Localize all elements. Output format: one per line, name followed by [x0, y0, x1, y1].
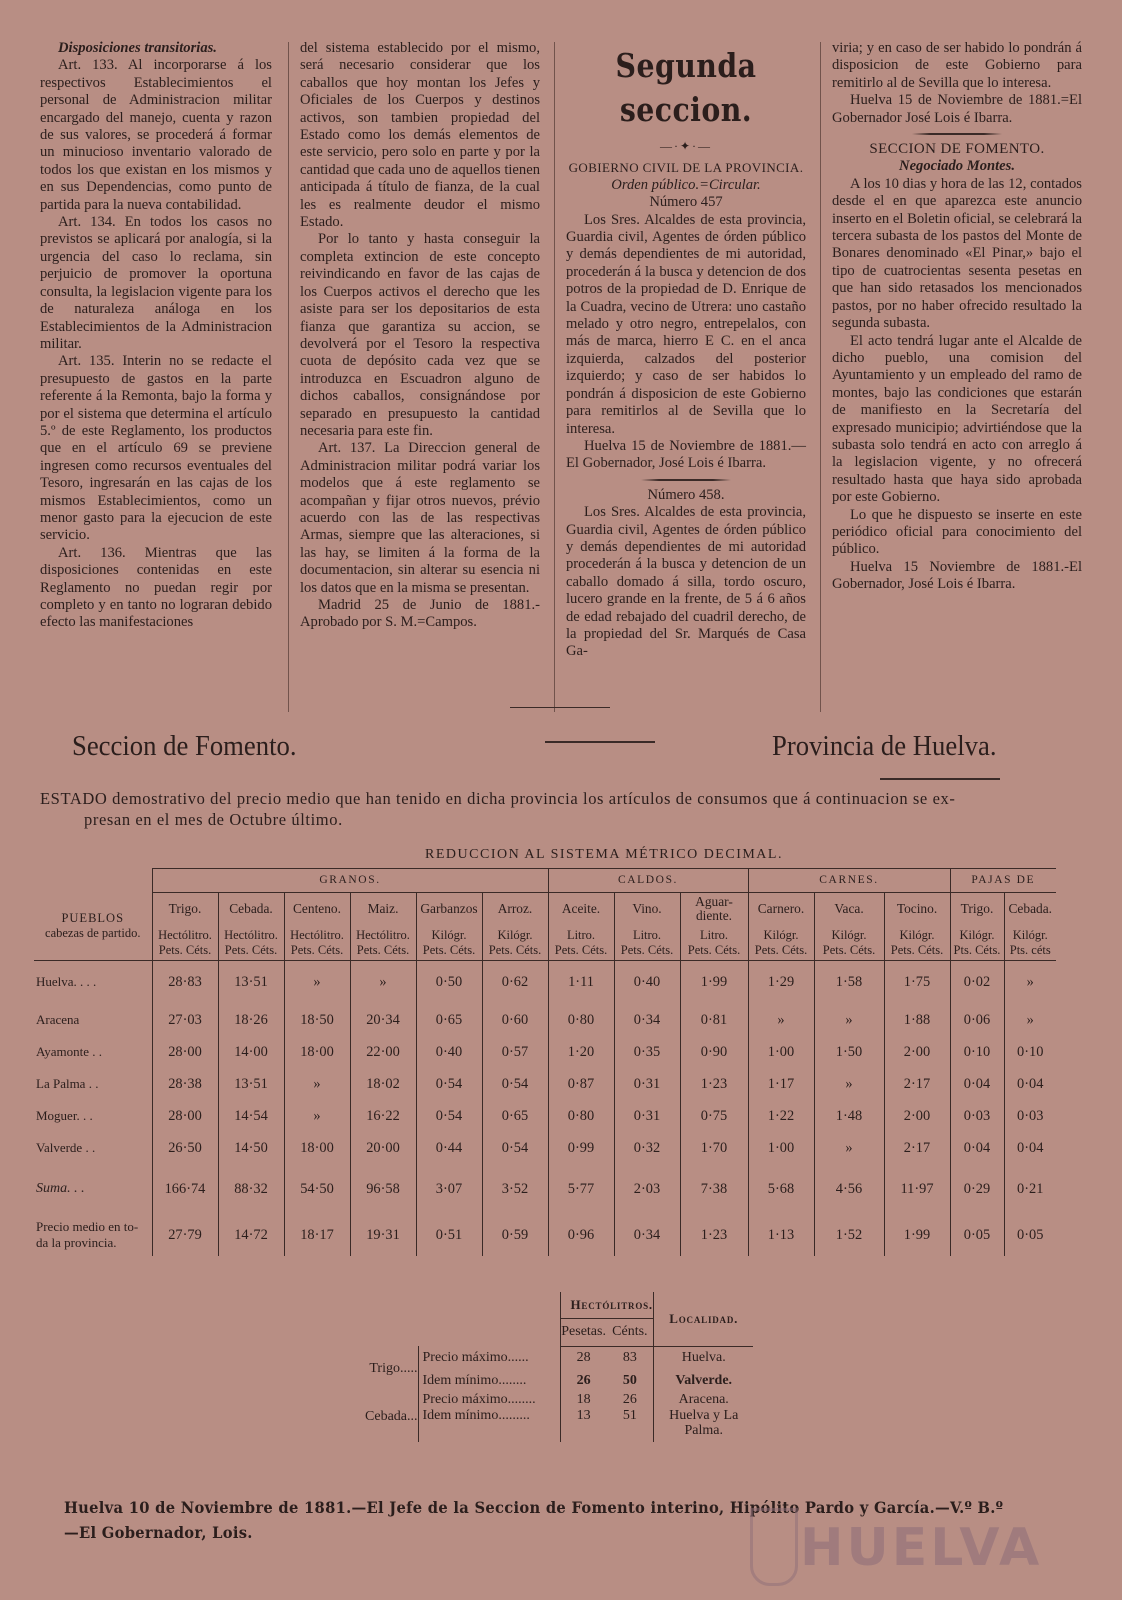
cell-value: 1·00 — [748, 1132, 814, 1164]
cell-value: 0·03 — [950, 1100, 1004, 1132]
cell-value: 1·75 — [884, 960, 950, 1004]
cell-value: 0·60 — [482, 1004, 548, 1036]
cell-value: 2·03 — [614, 1164, 680, 1214]
cell-value: 0·87 — [548, 1068, 614, 1100]
unit: Hectólitro. — [290, 927, 344, 942]
cell-value: 1·13 — [748, 1214, 814, 1256]
cell-value: 0·04 — [1017, 1075, 1044, 1092]
cell-value: 0·04 — [950, 1132, 1004, 1164]
cell-value: 0·10 — [1017, 1043, 1044, 1060]
cell-value: 0·51 — [416, 1214, 482, 1256]
cell-value: » — [350, 960, 416, 1004]
cell-value: 1·17 — [748, 1068, 814, 1100]
notice-457: Los Sres. Alcaldes de esta provincia, Guardia civil, Agentes de órden público y demás dependientes de mi autoridad, procederán á la busca y detencion de dos potros de la propiedad de D. Enrique de la Cuadra, vecino de Utrera: uno castaño melado y otro negro, entrepelalos, con más de marca, hierro E C. en el anca izquierda, calzados del posterior izquierdo; y caso de ser habidos lo pondrán á disposicion de este Gobierno para remitirlos al de Sevilla que lo interesa. — [566, 211, 806, 437]
cell-value: 0·62 — [482, 960, 548, 1004]
cell-value: 1·20 — [548, 1036, 614, 1068]
col-name: Trigo. — [950, 892, 1004, 926]
column-4 — [832, 40, 1082, 594]
cell-value: 28·38 — [152, 1068, 218, 1100]
col2-paragraph: del sistema establecido por el mismo, será necesario considerar que los caballos que hoy montan los Jefes y Oficiales de los Cuerpos y destinos activos, son tambien propiedad del Estado como los demás elementos de este servicio, pero solo en parte y por la cantidad que cada uno de aquellos tienen anticipada á título de fianza, de la cual les es realmente deudor el mismo Estado. — [300, 40, 540, 231]
money-unit: Pets. Céts. — [422, 942, 476, 957]
unit: Kilógr. — [1012, 927, 1048, 942]
cell-value: 5·68 — [748, 1164, 814, 1214]
localidad-header: Localidad. — [653, 1292, 753, 1346]
row-label-line: Precio medio en to- — [36, 1219, 139, 1234]
cell-value: 54·50 — [284, 1164, 350, 1214]
cell-value: 0·44 — [416, 1132, 482, 1164]
segunda-seccion-title: Segunda seccion. — [615, 46, 757, 129]
group-granos: GRANOS. — [152, 868, 548, 892]
minmax-pesetas: 28 — [576, 1350, 591, 1366]
row-label: La Palma . . — [34, 1068, 152, 1100]
minmax-pesetas: 13 — [576, 1408, 591, 1423]
unit: Kilógr. — [431, 927, 467, 942]
col-name: Carnero. — [748, 892, 814, 926]
cell-value: 0·57 — [482, 1036, 548, 1068]
group-pajas: PAJAS DE — [950, 868, 1056, 892]
row-label: Valverde . . — [34, 1132, 152, 1164]
money-unit: Pets. Céts. — [687, 942, 741, 957]
money-unit: Pts. Céts. — [953, 942, 1001, 957]
number-458: Número 458. — [647, 486, 725, 503]
cell-value: 0·54 — [416, 1068, 482, 1100]
row-label: Moguer. . . — [34, 1100, 152, 1132]
cell-value: » — [284, 960, 350, 1004]
subasta-notice: A los 10 dias y hora de las 12, contados desde el en que aparezca este anuncio inserto en el Boletin oficial, se celebrará la tercera subasta de los pastos del Monte de Bonares denominado «El Pinar,» bajo el tipo de cuatrocientas sesenta pesetas en que han sido retasados los mencionados pastos, por no haber ofrecido resultado la segunda subasta. — [832, 175, 1082, 332]
seccion-fomento-heading: Seccion de Fomento. — [72, 730, 297, 762]
number-457: Número 457 — [649, 194, 723, 211]
column-3 — [566, 40, 806, 661]
seal-icon — [750, 1508, 798, 1586]
money-unit: Pets. Céts. — [356, 942, 410, 957]
fomento-section-heading: SECCION DE FOMENTO. — [869, 141, 1045, 158]
cell-value: 0·54 — [482, 1068, 548, 1100]
col-name: Garbanzos — [416, 892, 482, 926]
group-carnes: CARNES. — [748, 868, 950, 892]
unit: Kilógr. — [497, 927, 533, 942]
cell-value: 0·04 — [1017, 1139, 1044, 1156]
unit: Kilógr. — [763, 927, 799, 942]
cell-value: » — [1026, 1011, 1034, 1028]
column-divider — [554, 42, 555, 712]
intro-line-2: presan en el mes de Octubre último. — [84, 810, 343, 829]
unit: Litro. — [632, 927, 662, 942]
unit: Kilógr. — [959, 927, 995, 942]
minmax-cents: 50 — [607, 1370, 654, 1392]
cell-value: 18·00 — [284, 1132, 350, 1164]
column-2 — [300, 40, 540, 632]
transitory-heading: Disposiciones transitorias. — [58, 40, 217, 56]
cell-value: 0·35 — [614, 1036, 680, 1068]
cell-value: 0·04 — [950, 1068, 1004, 1100]
table-row — [34, 1068, 1056, 1100]
cell-value: 20·34 — [350, 1004, 416, 1036]
cell-value: 0·21 — [1017, 1180, 1044, 1197]
cell-value: 3·07 — [416, 1164, 482, 1214]
money-unit: Pets. Céts. — [754, 942, 808, 957]
cell-value: 0·05 — [1017, 1226, 1044, 1243]
cell-value: 1·48 — [814, 1100, 884, 1132]
cell-value: 16·22 — [350, 1100, 416, 1132]
table-row — [34, 1100, 1056, 1132]
cell-value: 0·06 — [950, 1004, 1004, 1036]
cell-value: 1·50 — [814, 1036, 884, 1068]
cell-value: 19·31 — [350, 1214, 416, 1256]
pueblos-subheader: cabezas de partido. — [45, 926, 141, 940]
cell-value: 13·51 — [218, 960, 284, 1004]
hectolitros-header: Hectólitros. — [560, 1292, 653, 1318]
money-unit: Pets. Céts. — [554, 942, 608, 957]
minmax-label: Idem mínimo......... — [418, 1408, 560, 1442]
col-name: Cebada. — [1008, 901, 1052, 917]
subasta-act: El acto tendrá lugar ante el Alcalde de dicho pueblo, una comision del Ayuntamiento y un empleado del ramo de montes, bajo las condiciones que estarán de manifiesto en la Secretaría del expresado municipio; advirtiéndose que la subasta solo tendrá en acto con arreglo á la legislacion vigente, y no ofrecerá resultado hasta que haya sido aprobada por este Gobierno. — [832, 332, 1082, 506]
montes-heading: Negociado Montes. — [899, 158, 1015, 175]
cell-value: 2·17 — [884, 1132, 950, 1164]
cell-value: 88·32 — [218, 1164, 284, 1214]
cell-value: 18·00 — [284, 1036, 350, 1068]
minmax-cents: 26 — [607, 1392, 654, 1408]
cell-value: » — [748, 1004, 814, 1036]
cell-value: 3·52 — [482, 1164, 548, 1214]
cell-value: 4·56 — [814, 1164, 884, 1214]
cell-value: 1·00 — [748, 1036, 814, 1068]
cell-value: 0·90 — [680, 1036, 748, 1068]
cell-value: 5·77 — [548, 1164, 614, 1214]
cell-value: 0·34 — [614, 1004, 680, 1036]
cell-value: 1·11 — [548, 960, 614, 1004]
table-row — [34, 960, 1056, 1004]
cell-value: 22·00 — [350, 1036, 416, 1068]
cell-value: 0·65 — [482, 1100, 548, 1132]
order-heading: Orden público.=Circular. — [611, 176, 761, 193]
minmax-cents: 83 — [607, 1346, 654, 1370]
cell-value: 0·40 — [416, 1036, 482, 1068]
col-name: Maiz. — [350, 892, 416, 926]
table-section-header — [40, 722, 1085, 772]
cents-header: Cénts. — [607, 1318, 654, 1346]
col2-paragraph: Por lo tanto y hasta conseguir la completa extincion de este concepto reivindicando en favor de las cajas de los Cuerpos activos el derecho que les asiste para ser los depositarios de esta fianza que garantiza su accion, se devolverá por el Tesoro la respectiva cuota de depósito cada vez que se introduzca en Escuadron alguno de dichos caballos, consignándose por separado en presupuesto la cantidad necesaria para este fin. — [300, 231, 540, 439]
column-names-row — [34, 892, 1056, 926]
minmax-place: Aracena. — [678, 1392, 729, 1407]
cell-value: » — [814, 1004, 884, 1036]
cell-value: 1·88 — [884, 1004, 950, 1036]
cell-value: 27·79 — [152, 1214, 218, 1256]
cell-value: 1·58 — [814, 960, 884, 1004]
article-135: Art. 135. Interin no se redacte el presupuesto de gastos en la parte referente á la Remonta, bajo la forma y por el sistema que determina el artículo 5.º de este Reglamento, los productos que en el artículo 69 se previene ingresen como recursos eventuales del Tesoro, ingresarán en las cajas de los mismos Establecimientos, como un menor gasto para la ejecucion de este servicio. — [40, 353, 272, 544]
cell-value: 166·74 — [152, 1164, 218, 1214]
cell-value: 1·29 — [748, 960, 814, 1004]
unit: Kilógr. — [831, 927, 867, 942]
minmax-pesetas: 26 — [576, 1373, 591, 1388]
notice-458-continued: viria; y en caso de ser habido lo pondrán á disposicion de este Gobierno para remitirlo al de Sevilla que lo interesa. — [832, 40, 1082, 91]
col-name: Tocino. — [884, 892, 950, 926]
col-name: Aguar-diente. — [680, 892, 748, 926]
suma-row — [34, 1164, 1056, 1214]
units-row — [34, 926, 1056, 960]
col-name: Arroz. — [482, 892, 548, 926]
cell-value: 18·26 — [218, 1004, 284, 1036]
max-min-table — [338, 1292, 753, 1442]
cell-value: 1·70 — [680, 1132, 748, 1164]
cell-value: 14·72 — [218, 1214, 284, 1256]
minmax-cents: 51 — [607, 1408, 654, 1442]
money-unit: Pets. Céts. — [822, 942, 876, 957]
row-label: Ayamonte . . — [34, 1036, 152, 1068]
cell-value: 0·50 — [416, 960, 482, 1004]
minmax-place: Huelva. — [681, 1350, 726, 1366]
footer-signature: Huelva 10 de Noviembre de 1881.—El Jefe de la Seccion de Fomento interino, Hipólito Pardo y García.—V.º B.º—El Gobernador, Lois. — [64, 1498, 1004, 1542]
column-divider — [288, 42, 289, 712]
unit: Kilógr. — [899, 927, 935, 942]
provincia-huelva-heading: Provincia de Huelva. — [772, 730, 997, 762]
ornament-rule — [880, 778, 1000, 780]
huelva-watermark: HUELVA — [800, 1518, 1043, 1578]
cell-value: 0·54 — [416, 1100, 482, 1132]
row-label-line: da la provincia. — [36, 1235, 117, 1250]
unit: Litro. — [699, 927, 729, 942]
intro-line-1: ESTADO demostrativo del precio medio que han tenido en dicha provincia los artículos de consumos que á continuacion se ex- — [40, 789, 956, 808]
table-row — [34, 1004, 1056, 1036]
row-label: Aracena — [34, 1004, 152, 1036]
cell-value: 18·50 — [284, 1004, 350, 1036]
cell-value: 13·51 — [218, 1068, 284, 1100]
cebada-label: Cebada... — [365, 1409, 418, 1424]
cell-value: 0·29 — [950, 1164, 1004, 1214]
minmax-place: Huelva y La Palma. — [669, 1408, 739, 1438]
cell-value: 28·00 — [152, 1100, 218, 1132]
money-unit: Pets. Céts. — [620, 942, 674, 957]
row-label — [34, 1214, 152, 1256]
minmax-label: Idem mínimo........ — [418, 1370, 560, 1392]
cell-value: 2·00 — [884, 1100, 950, 1132]
cell-value: 0·96 — [548, 1214, 614, 1256]
cell-value: 0·10 — [950, 1036, 1004, 1068]
cell-value: 0·02 — [950, 960, 1004, 1004]
cell-value: 28·00 — [152, 1036, 218, 1068]
cell-value: » — [284, 1068, 350, 1100]
minmax-label: Precio máximo...... — [418, 1346, 560, 1370]
office-heading: GOBIERNO CIVIL DE LA PROVINCIA. — [568, 160, 804, 176]
estado-intro — [40, 788, 1080, 830]
cell-value: 0·65 — [416, 1004, 482, 1036]
col-name: Trigo. — [152, 892, 218, 926]
cell-value: 0·54 — [482, 1132, 548, 1164]
money-unit: Pets. Céts. — [890, 942, 944, 957]
cell-value: 0·80 — [548, 1100, 614, 1132]
article-136: Art. 136. Mientras que las disposiciones contenidas en este Reglamento no puedan regir por completo y en tanto no lograran debido efecto las manifestaciones — [40, 544, 272, 631]
notice-458: Los Sres. Alcaldes de esta provincia, Guardia civil, Agentes de órden público y demás dependientes de mi autoridad procederán á la busca y detencion de un caballo domado á silla, tordo oscuro, lucero grande en la frente, de 5 á 6 años de edad rebajado del cuadril derecho, de la propiedad del Sr. Marqués de Casa Ga- — [566, 504, 806, 660]
cell-value: 0·05 — [950, 1214, 1004, 1256]
pueblos-header: PUEBLOS — [61, 911, 125, 925]
cell-value: 0·31 — [614, 1068, 680, 1100]
ornament-rule — [641, 479, 731, 481]
article-134: Art. 134. En todos los casos no previstos se aplicará por analogía, si la urgencia del caso lo reclama, sin perjuicio de promover la oportuna consulta, la legislacion vigente para los de naturaleza análoga en los Establecimientos de la Administracion militar. — [40, 214, 272, 352]
unit: Hectólitro. — [224, 927, 278, 942]
cell-value: 11·97 — [884, 1164, 950, 1214]
ornament-rule — [912, 133, 1002, 135]
col-name: Centeno. — [284, 892, 350, 926]
minmax-pesetas: 18 — [576, 1392, 591, 1407]
pesetas-header: Pesetas. — [560, 1318, 607, 1346]
cell-value: 0·03 — [1017, 1107, 1044, 1124]
money-unit: Pets. Céts. — [224, 942, 278, 957]
cell-value: 0·75 — [680, 1100, 748, 1132]
cell-value: 2·00 — [884, 1036, 950, 1068]
cell-value: 0·40 — [614, 960, 680, 1004]
cell-value: » — [1026, 973, 1034, 990]
cell-value: » — [814, 1132, 884, 1164]
cell-value: 0·81 — [680, 1004, 748, 1036]
table-row — [34, 1132, 1056, 1164]
cell-value: 27·03 — [152, 1004, 218, 1036]
cell-value: 18·02 — [350, 1068, 416, 1100]
cell-value: 2·17 — [884, 1068, 950, 1100]
cell-value: 18·17 — [284, 1214, 350, 1256]
cell-value: » — [284, 1100, 350, 1132]
banner: REDUCCION AL SISTEMA MÉTRICO DECIMAL. — [152, 842, 1056, 868]
cell-value: 26·50 — [152, 1132, 218, 1164]
ornament-rule — [545, 741, 655, 743]
row-label: Suma. . . — [34, 1164, 152, 1214]
cell-value: 14·50 — [218, 1132, 284, 1164]
cell-value: » — [814, 1068, 884, 1100]
cell-value: 1·23 — [680, 1214, 748, 1256]
precio-medio-row — [34, 1214, 1056, 1256]
ornament: —·✦·— — [659, 139, 713, 153]
cell-value: 1·99 — [680, 960, 748, 1004]
subasta-publication: Lo que he dispuesto se inserte en este periódico oficial para conocimiento del público. — [832, 506, 1082, 558]
group-caldos: CALDOS. — [548, 868, 748, 892]
col-name: Vaca. — [814, 892, 884, 926]
minmax-label: Precio máximo........ — [418, 1392, 560, 1408]
cell-value: 7·38 — [680, 1164, 748, 1214]
unit: Litro. — [566, 927, 596, 942]
unit: Hectólitro. — [356, 927, 410, 942]
trigo-label: Trigo..... — [369, 1361, 418, 1376]
cell-value: 1·99 — [884, 1214, 950, 1256]
cell-value: 0·32 — [614, 1132, 680, 1164]
column-1 — [40, 40, 272, 632]
notice-457-signature: Huelva 15 de Noviembre de 1881.—El Gobernador, José Lois é Ibarra. — [566, 437, 806, 472]
cell-value: 1·52 — [814, 1214, 884, 1256]
cell-value: 28·83 — [152, 960, 218, 1004]
cell-value: 96·58 — [350, 1164, 416, 1214]
top-rule — [510, 707, 610, 708]
notice-458-signature: Huelva 15 de Noviembre de 1881.=El Gobernador José Lois é Ibarra. — [832, 92, 1082, 126]
minmax-place: Valverde. — [675, 1373, 733, 1388]
money-unit: Pts. céts — [1009, 942, 1051, 957]
subasta-signature: Huelva 15 Noviembre de 1881.-El Gobernador, José Lois é Ibarra. — [832, 558, 1082, 593]
unit: Hectólitro. — [158, 927, 212, 942]
cell-value: 0·31 — [614, 1100, 680, 1132]
cell-value: 0·34 — [614, 1214, 680, 1256]
cell-value: 14·54 — [218, 1100, 284, 1132]
article-133: Art. 133. Al incorporarse á los respectivos Establecimientos el personal de Administracion militar encargado del manejo, cuenta y razon de sus valores, se procederá á formar un minucioso inventario valorado de todos los que existan en los mismos y en sus Dependencias, como punto de partida para la nueva contabilidad. — [40, 57, 272, 213]
cell-value: 20·00 — [350, 1132, 416, 1164]
cell-value: 0·80 — [548, 1004, 614, 1036]
col-name: Vino. — [614, 892, 680, 926]
money-unit: Pets. Céts. — [488, 942, 542, 957]
table-row — [34, 1036, 1056, 1068]
money-unit: Pets. Céts. — [290, 942, 344, 957]
cell-value: 14·00 — [218, 1036, 284, 1068]
column-divider — [820, 42, 821, 712]
cell-value: 1·22 — [748, 1100, 814, 1132]
col-name: Aceite. — [548, 892, 614, 926]
cell-value: 0·59 — [482, 1214, 548, 1256]
money-unit: Pets. Céts. — [158, 942, 212, 957]
cell-value: 0·99 — [548, 1132, 614, 1164]
col-name: Cebada. — [218, 892, 284, 926]
row-label: Huelva. . . . — [34, 960, 152, 1004]
article-137: Art. 137. La Direccion general de Administracion militar podrá variar los modelos que á este reglamento se acompañan y fijar otros nuevos, prévio acuerdo con las de las respectivas Armas, siempre que las alteraciones, si las hay, se limiten á la forma de la documentacion, sin alterar su esencia ni los datos que en la misma se presentan. — [300, 440, 540, 596]
cell-value: 1·23 — [680, 1068, 748, 1100]
prices-table — [34, 842, 1056, 1256]
madrid-signature: Madrid 25 de Junio de 1881.-Aprobado por S. M.=Campos. — [300, 597, 540, 631]
